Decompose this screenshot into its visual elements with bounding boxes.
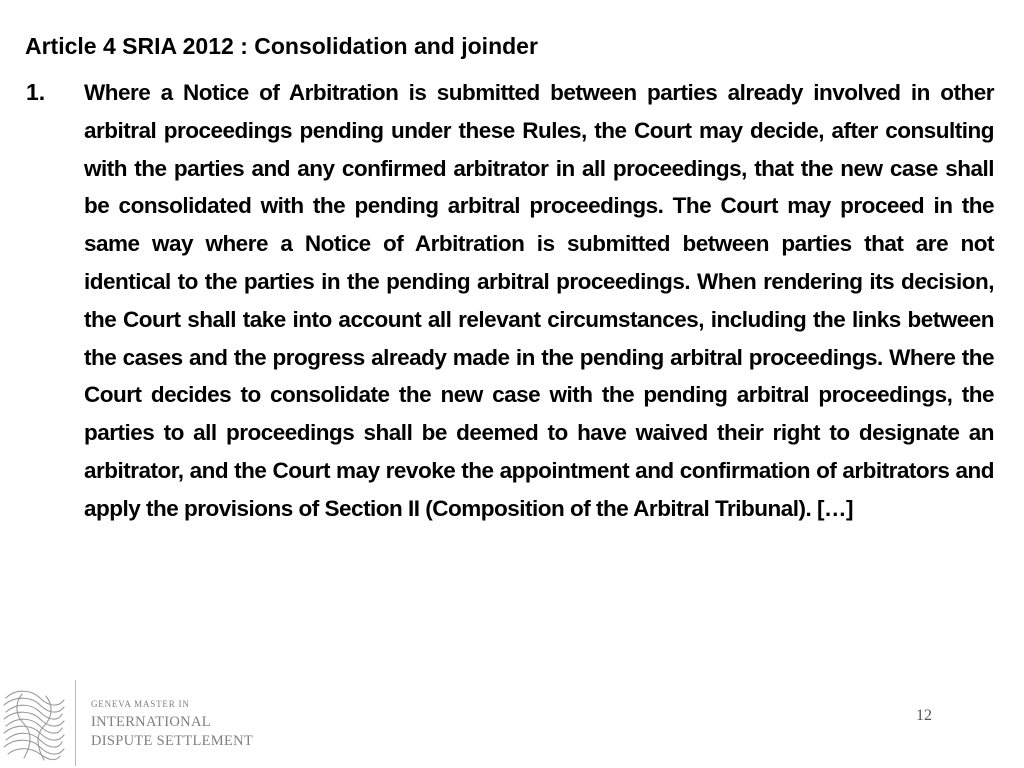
slide-footer <box>0 678 1024 768</box>
paragraph-number: 1. <box>26 79 46 105</box>
org-name-line-1: GENEVA MASTER IN <box>91 699 190 709</box>
swirl-logo-icon <box>2 686 66 766</box>
org-name-line-3: DISPUTE SETTLEMENT <box>91 733 254 749</box>
org-name-line-2: INTERNATIONAL <box>91 714 211 730</box>
article-paragraph <box>26 74 994 528</box>
page-number: 12 <box>916 707 932 724</box>
footer-divider <box>75 680 76 766</box>
slide-title: Article 4 SRIA 2012 : Consolidation and joinder <box>25 33 538 59</box>
paragraph-text: Where a Notice of Arbitration is submitted between parties already involved in other arbitral proceedings pending under these Rules, the Court may decide, after consulting with the parties and any confirmed arbitrator in all proceedings, that the new case shall be consolidated with the pending arbitral proceedings. The Court may proceed in the same way where a Notice of Arbitration is submitted between parties that are not identical to the parties in the pending arbitral proceedings. When rendering its decision, the Court shall take into account all relevant circumstances, including the links between the cases and the progress already made in the pending arbitral proceedings. Where the Court decides to consolidate the new case with the pending arbitral proceedings, the parties to all proceedings shall be deemed to have waived their right to designate an arbitrator, and the Court may revoke the appointment and confirmation of arbitrators and apply the provisions of Section II (Composition of the Arbitral Tribunal). […] <box>84 80 994 521</box>
